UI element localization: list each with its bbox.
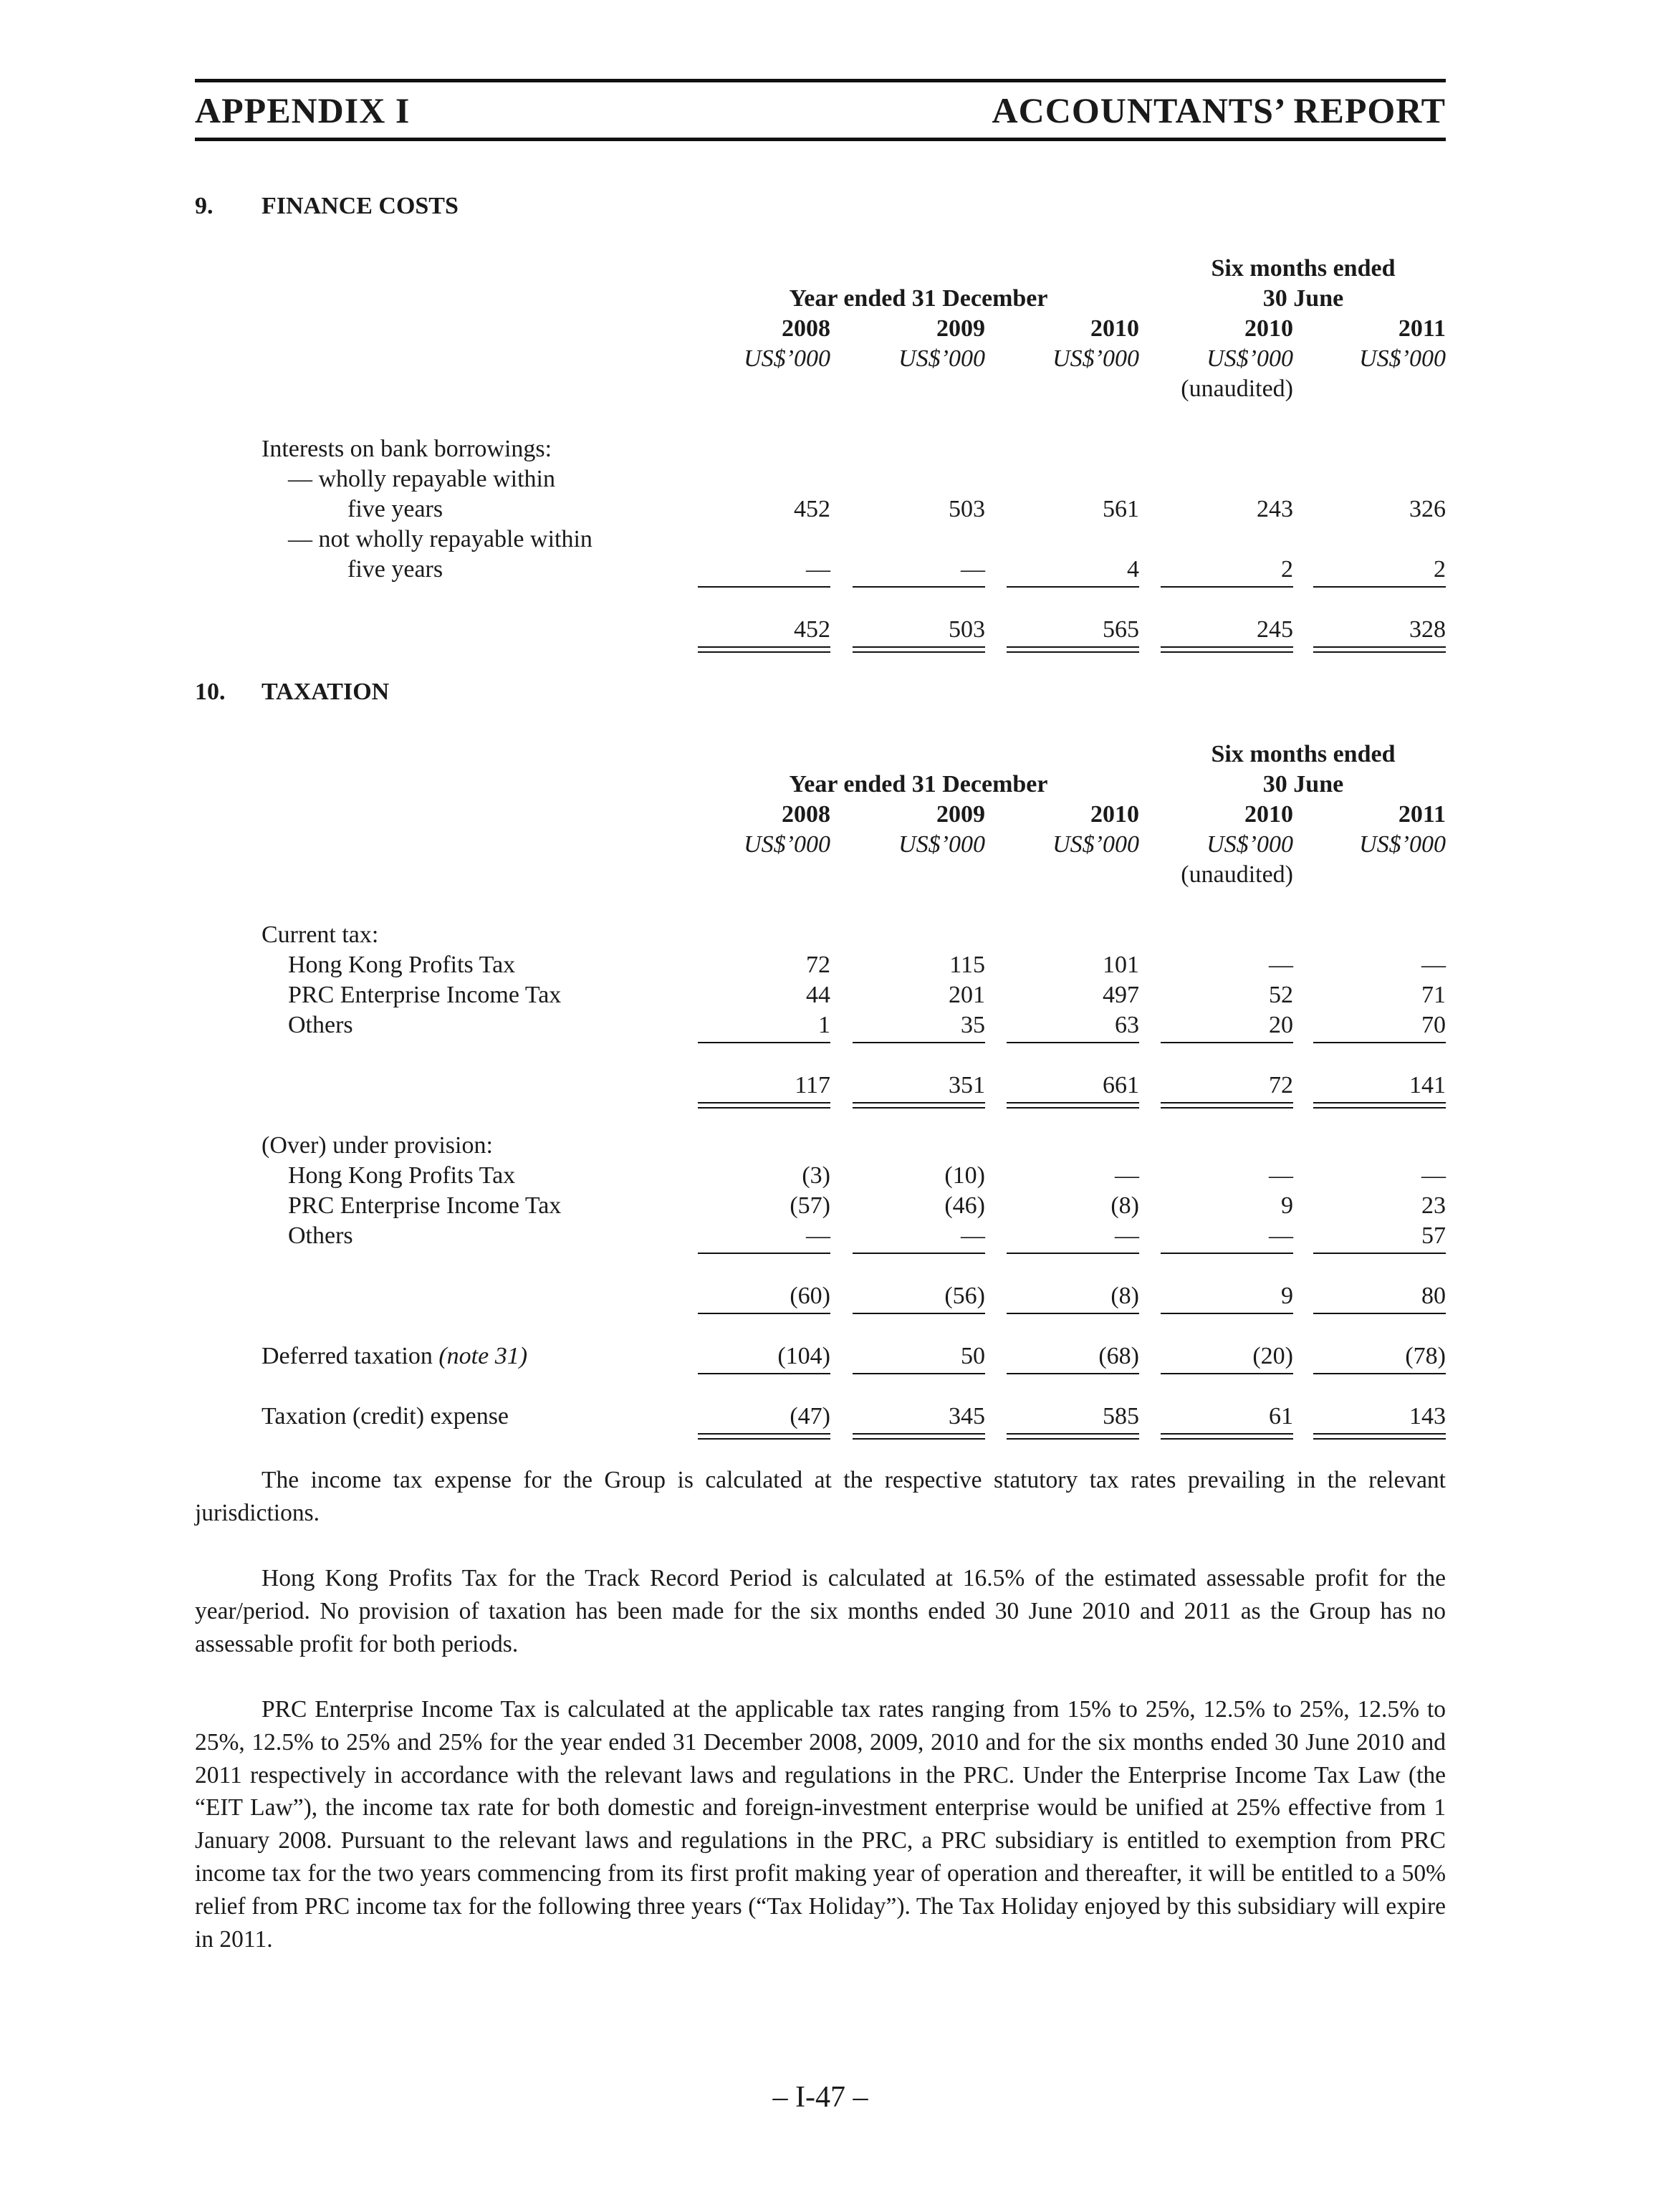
- unaudited-row: [195, 374, 1446, 404]
- sum-rule: [853, 586, 985, 588]
- table-row: [195, 464, 1446, 494]
- section-title: TAXATION: [262, 679, 390, 705]
- subtotal-cell: (8): [1110, 1283, 1139, 1309]
- sum-rule: [1007, 1313, 1139, 1314]
- total-row: [195, 615, 1446, 645]
- sum-rule: [1313, 586, 1446, 588]
- total-cell: 565: [1103, 616, 1139, 643]
- sum-rule: [1161, 1373, 1293, 1374]
- sum-rule: [1313, 1042, 1446, 1043]
- sum-rule: [1313, 1253, 1446, 1254]
- value-cell: (8): [1110, 1192, 1139, 1219]
- value-cell: —: [806, 556, 830, 583]
- subtotal-cell: (60): [790, 1283, 830, 1309]
- sum-rule: [698, 1313, 830, 1314]
- row-label: PRC Enterprise Income Tax: [288, 1192, 562, 1219]
- table-row: [195, 950, 1446, 980]
- value-cell: 20: [1269, 1012, 1293, 1038]
- year-cell: 2010: [1090, 801, 1139, 828]
- subtotal-row: [195, 1281, 1446, 1311]
- unit-row: [195, 830, 1446, 860]
- unaudited-label: (unaudited): [1181, 861, 1293, 888]
- double-rule: [698, 646, 830, 653]
- value-cell: 9: [1281, 1192, 1293, 1219]
- table-row: [195, 980, 1446, 1010]
- double-rule: [1161, 1433, 1293, 1440]
- unaudited-label: (unaudited): [1181, 375, 1293, 402]
- row-label: — wholly repayable within: [288, 466, 555, 492]
- year-row: [195, 314, 1446, 344]
- sum-rule: [1313, 1313, 1446, 1314]
- double-rule: [1161, 646, 1293, 653]
- sum-rule: [1161, 1313, 1293, 1314]
- double-rule: [1161, 1102, 1293, 1109]
- value-cell: 201: [949, 982, 985, 1008]
- unit-cell: US$’000: [1359, 345, 1446, 372]
- value-cell: —: [1269, 952, 1293, 978]
- total-cell: (47): [790, 1403, 830, 1430]
- unit-cell: US$’000: [898, 345, 985, 372]
- table-row: [195, 1221, 1446, 1251]
- sum-rule: [1161, 1042, 1293, 1043]
- value-cell: —: [1115, 1162, 1139, 1189]
- june-header: 30 June: [1262, 771, 1344, 798]
- unit-cell: US$’000: [744, 345, 830, 372]
- year-row: [195, 800, 1446, 830]
- value-cell: 1: [818, 1012, 830, 1038]
- section-title: FINANCE COSTS: [262, 193, 459, 219]
- table-row: [195, 1191, 1446, 1221]
- sum-rule: [698, 1042, 830, 1043]
- row-label: Hong Kong Profits Tax: [288, 1162, 516, 1189]
- paragraph: The income tax expense for the Group is calculated at the respective statutory tax rates prevailing in the relevant jurisdictions.: [195, 1467, 1446, 1526]
- subtotal-row: [195, 1071, 1446, 1101]
- value-cell: 2: [1434, 556, 1446, 583]
- sum-rule: [1313, 1373, 1446, 1374]
- sum-rule: [698, 586, 830, 588]
- value-cell: (10): [944, 1162, 985, 1189]
- unit-cell: US$’000: [1052, 345, 1139, 372]
- june-header: 30 June: [1262, 285, 1344, 312]
- column-header-row: [195, 284, 1446, 314]
- unaudited-row: [195, 860, 1446, 890]
- unit-cell: US$’000: [1359, 831, 1446, 858]
- value-cell: (20): [1252, 1343, 1293, 1369]
- value-cell: 70: [1421, 1012, 1446, 1038]
- sum-rule: [853, 1042, 985, 1043]
- value-cell: (104): [777, 1343, 830, 1369]
- double-rule: [1313, 646, 1446, 653]
- double-rule: [1007, 646, 1139, 653]
- row-label: Hong Kong Profits Tax: [288, 952, 516, 978]
- unit-cell: US$’000: [1052, 831, 1139, 858]
- table-row: [195, 1131, 1446, 1161]
- value-cell: —: [1269, 1222, 1293, 1249]
- double-rule: [1007, 1102, 1139, 1109]
- value-cell: (57): [790, 1192, 830, 1219]
- note-reference: (note 31): [438, 1343, 528, 1369]
- row-label: PRC Enterprise Income Tax: [288, 982, 562, 1008]
- double-rule: [698, 1102, 830, 1109]
- column-header-row: [195, 770, 1446, 800]
- value-cell: 57: [1421, 1222, 1446, 1249]
- table-row: [195, 1161, 1446, 1191]
- row-label: Interests on bank borrowings:: [262, 436, 552, 462]
- value-cell: —: [1421, 952, 1446, 978]
- sum-rule: [1161, 1253, 1293, 1254]
- sum-rule: [1007, 1373, 1139, 1374]
- table-row: [195, 494, 1446, 525]
- row-label: [262, 1341, 527, 1371]
- double-rule: [1313, 1433, 1446, 1440]
- table-row: [195, 1341, 1446, 1371]
- appendix-title: APPENDIX I: [195, 90, 411, 130]
- value-cell: 503: [949, 496, 985, 522]
- six-months-header: Six months ended: [1211, 255, 1396, 282]
- total-cell: 328: [1409, 616, 1446, 643]
- year-cell: 2010: [1244, 801, 1293, 828]
- value-cell: 23: [1421, 1192, 1446, 1219]
- value-cell: 497: [1103, 982, 1139, 1008]
- value-cell: —: [961, 1222, 985, 1249]
- row-label: Others: [288, 1012, 353, 1038]
- subtotal-cell: 9: [1281, 1283, 1293, 1309]
- deferred-label: Deferred taxation: [262, 1343, 433, 1369]
- row-label: (Over) under provision:: [262, 1132, 493, 1159]
- sum-rule: [698, 1253, 830, 1254]
- year-cell: 2009: [936, 801, 985, 828]
- row-label: five years: [347, 556, 443, 583]
- unit-cell: US$’000: [1206, 831, 1293, 858]
- unit-cell: US$’000: [898, 831, 985, 858]
- row-label: Taxation (credit) expense: [262, 1403, 509, 1430]
- table-row: [195, 434, 1446, 464]
- section-number: 9.: [195, 193, 214, 219]
- value-cell: —: [806, 1222, 830, 1249]
- value-cell: —: [1115, 1222, 1139, 1249]
- sum-rule: [698, 1373, 830, 1374]
- subtotal-cell: 117: [795, 1072, 830, 1098]
- column-header-row: [195, 254, 1446, 284]
- subtotal-cell: 351: [949, 1072, 985, 1098]
- table-row: [195, 1010, 1446, 1040]
- table-row: [195, 525, 1446, 555]
- year-cell: 2010: [1244, 315, 1293, 342]
- value-cell: 44: [806, 982, 830, 1008]
- subtotal-cell: (56): [944, 1283, 985, 1309]
- total-cell: 143: [1409, 1403, 1446, 1430]
- double-rule: [853, 646, 985, 653]
- sum-rule: [1161, 586, 1293, 588]
- value-cell: —: [1269, 1162, 1293, 1189]
- double-rule: [1313, 1102, 1446, 1109]
- table-row: [195, 920, 1446, 950]
- double-rule: [853, 1102, 985, 1109]
- column-header-row: [195, 739, 1446, 770]
- value-cell: 326: [1409, 496, 1446, 522]
- value-cell: (46): [944, 1192, 985, 1219]
- double-rule: [853, 1433, 985, 1440]
- paragraph: Hong Kong Profits Tax for the Track Record Period is calculated at 16.5% of the estimated assessable profit for the year/period. No provision of taxation has been made for the six months ended 30 June 2010 and 2011 as the Group has no assessable profit for both periods.: [195, 1565, 1446, 1657]
- total-row: [195, 1402, 1446, 1432]
- value-cell: —: [961, 556, 985, 583]
- subtotal-cell: 661: [1103, 1072, 1139, 1098]
- total-cell: 585: [1103, 1403, 1139, 1430]
- six-months-header: Six months ended: [1211, 741, 1396, 767]
- unit-cell: US$’000: [1206, 345, 1293, 372]
- page-number: – I-47 –: [772, 2081, 868, 2114]
- value-cell: 243: [1257, 496, 1293, 522]
- year-cell: 2008: [782, 801, 830, 828]
- value-cell: 52: [1269, 982, 1293, 1008]
- row-label: five years: [347, 496, 443, 522]
- sum-rule: [1007, 1042, 1139, 1043]
- total-cell: 61: [1269, 1403, 1293, 1430]
- table-row: [195, 555, 1446, 585]
- value-cell: 35: [961, 1012, 985, 1038]
- value-cell: 4: [1127, 556, 1139, 583]
- value-cell: 452: [794, 496, 830, 522]
- row-label: Others: [288, 1222, 353, 1249]
- total-cell: 345: [949, 1403, 985, 1430]
- value-cell: (3): [802, 1162, 830, 1189]
- value-cell: —: [1421, 1162, 1446, 1189]
- year-cell: 2008: [782, 315, 830, 342]
- value-cell: 50: [961, 1343, 985, 1369]
- row-label: Current tax:: [262, 921, 379, 948]
- value-cell: 115: [949, 952, 985, 978]
- year-ended-header: Year ended 31 December: [789, 771, 1048, 798]
- double-rule: [1007, 1433, 1139, 1440]
- value-cell: 2: [1281, 556, 1293, 583]
- year-cell: 2009: [936, 315, 985, 342]
- unit-cell: US$’000: [744, 831, 830, 858]
- value-cell: 561: [1103, 496, 1139, 522]
- value-cell: (68): [1098, 1343, 1139, 1369]
- paragraph: PRC Enterprise Income Tax is calculated at the applicable tax rates ranging from 15% to 25%, 12.5% to 25%, 12.5% to 25%, 12.5% to 25% and 25% for the year ended 31 December 2008, 2009, 2010 and for the six months ended 30 June 2010 and 2011 respectively in accordance with the relevant laws and regulations in the PRC. Under the Enterprise Income Tax Law (the “EIT Law”), the income tax rate for both domestic and foreign-investment enterprise would be unified at 25% effective from 1 January 2008. Pursuant to the relevant laws and regulations in the PRC, a PRC subsidiary is entitled to exemption from PRC income tax for the two years commencing from its first profit making year of operation and thereafter, it will be entitled to a 50% relief from PRC income tax for the following three years (“Tax Holiday”). The Tax Holiday enjoyed by this subsidiary will expire in 2011.: [195, 1696, 1446, 1953]
- report-title: ACCOUNTANTS’ REPORT: [992, 90, 1446, 130]
- total-cell: 503: [949, 616, 985, 643]
- header-rule-top: [195, 79, 1446, 82]
- subtotal-cell: 80: [1421, 1283, 1446, 1309]
- year-cell: 2011: [1398, 315, 1446, 342]
- document-page: [195, 0, 1446, 2212]
- sum-rule: [1007, 586, 1139, 588]
- year-cell: 2010: [1090, 315, 1139, 342]
- value-cell: 63: [1115, 1012, 1139, 1038]
- value-cell: 72: [806, 952, 830, 978]
- sum-rule: [853, 1373, 985, 1374]
- value-cell: 101: [1103, 952, 1139, 978]
- total-cell: 452: [794, 616, 830, 643]
- value-cell: 71: [1421, 982, 1446, 1008]
- row-label: — not wholly repayable within: [288, 526, 592, 552]
- sum-rule: [853, 1313, 985, 1314]
- unit-row: [195, 344, 1446, 374]
- sum-rule: [853, 1253, 985, 1254]
- sum-rule: [1007, 1253, 1139, 1254]
- total-cell: 245: [1257, 616, 1293, 643]
- subtotal-cell: 141: [1409, 1072, 1446, 1098]
- value-cell: (78): [1405, 1343, 1446, 1369]
- subtotal-cell: 72: [1269, 1072, 1293, 1098]
- double-rule: [698, 1433, 830, 1440]
- header-rule-bottom: [195, 138, 1446, 141]
- year-ended-header: Year ended 31 December: [789, 285, 1048, 312]
- section-number: 10.: [195, 679, 226, 705]
- year-cell: 2011: [1398, 801, 1446, 828]
